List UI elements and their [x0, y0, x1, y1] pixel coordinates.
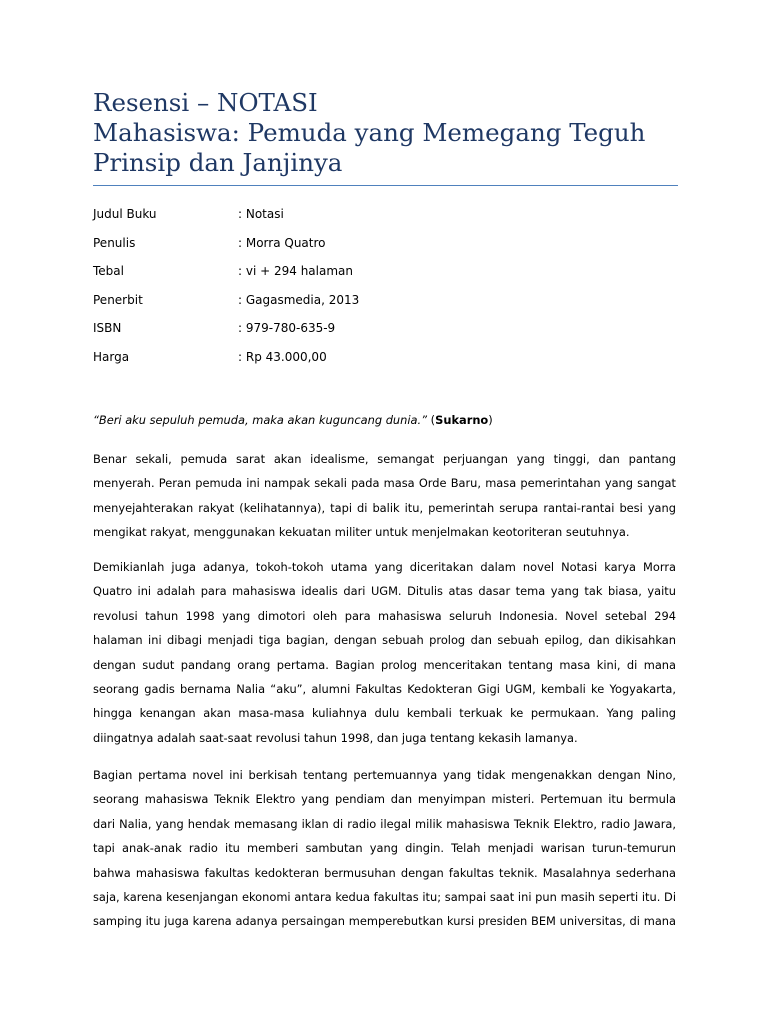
- opening-quote: [93, 411, 676, 429]
- paragraph-line: Benar sekali, pemuda sarat akan idealisme, semangat perjuangan yang tinggi, dan pantang: [93, 452, 676, 466]
- book-info-label: Harga: [93, 349, 130, 364]
- book-info-table: [93, 206, 593, 378]
- paragraph-line: seorang mahasiswa Teknik Elektro yang pendiam dan menyimpan misteri. Pertemuan itu bermula: [93, 792, 676, 807]
- document-title: [93, 88, 683, 178]
- paragraph-line: Quatro ini adalah para mahasiswa idealis dari UGM. Ditulis atas dasar tema yang tak biasa, yaitu: [93, 584, 676, 599]
- book-info-value: : 979-780-635-9: [238, 321, 336, 336]
- book-info-label: Penerbit: [93, 292, 143, 307]
- paragraph-line: tapi anak-anak radio itu memberi sambutan yang dingin. Telah menjadi warisan turun-temurun: [93, 841, 676, 856]
- paragraph-line: diingatnya adalah saat-saat revolusi tahun 1998, dan juga tentang kekasih lamanya.: [93, 730, 578, 745]
- paragraph-line: bahwa mahasiswa fakultas kedokteran bermusuhan dengan fakultas teknik. Masalahnya sederhana: [93, 865, 676, 880]
- paragraph-line: mengikat rakyat, menggunakan kekuatan militer untuk menjelmakan keotoriteran seutuhnya.: [93, 525, 630, 540]
- book-info-label: Judul Buku: [93, 207, 157, 221]
- book-info-label: Penulis: [93, 235, 136, 250]
- quote-close-paren: ): [488, 413, 493, 427]
- paragraph-line: menyejahterakan rakyat (kelihatannya), tapi di balik itu, pemerintah serupa rantai-rantai besi yang: [93, 500, 676, 515]
- book-info-row: [93, 292, 593, 321]
- book-info-row: [93, 235, 593, 264]
- book-info-value: : vi + 294 halaman: [238, 264, 353, 279]
- paragraph-line: hingga kenangan akan masa-masa kuliahnya dulu kembali terkuak ke permukaan. Yang paling: [93, 706, 676, 721]
- title-line-2: Mahasiswa: Pemuda yang Memegang Teguh: [93, 118, 646, 147]
- book-info-row: [93, 349, 593, 378]
- book-info-label: ISBN: [93, 321, 122, 336]
- paragraph-line: dengan sudut pandang orang pertama. Bagian prolog menceritakan tentang masa kini, di mana: [93, 657, 676, 672]
- paragraph-3: [93, 763, 676, 934]
- book-info-value: : Gagasmedia, 2013: [238, 292, 360, 307]
- paragraph-1: [93, 447, 676, 545]
- paragraph-line: menyerah. Peran pemuda ini nampak sekali pada masa Orde Baru, masa pemerintahan yang sangat: [93, 476, 676, 491]
- paragraph-line: samping itu juga karena adanya persaingan memperebutkan kursi presiden BEM universitas, di mana: [93, 914, 676, 929]
- book-info-row: [93, 263, 593, 292]
- title-line-1: Resensi – NOTASI: [93, 88, 318, 117]
- book-info-row: [93, 206, 593, 235]
- quote-text: “Beri aku sepuluh pemuda, maka akan kuguncang dunia.”: [93, 413, 428, 427]
- paragraph-line: Demikianlah juga adanya, tokoh-tokoh utama yang diceritakan dalam novel Notasi karya Morra: [93, 560, 676, 574]
- book-info-value: : Notasi: [238, 207, 284, 221]
- book-info-row: [93, 320, 593, 349]
- title-line-3: Prinsip dan Janjinya: [93, 148, 343, 177]
- paragraph-line: saja, karena kesenjangan ekonomi antara kedua fakultas itu; sampai saat ini pun masih seperti itu. Di: [93, 889, 676, 904]
- paragraph-line: seorang gadis bernama Nalia “aku”, alumni Fakultas Kedokteran Gigi UGM, kembali ke Yogyakarta,: [93, 681, 676, 696]
- quote-open-paren: (: [427, 413, 436, 427]
- book-info-label: Tebal: [93, 264, 124, 279]
- quote-author: Sukarno: [435, 413, 489, 427]
- book-info-value: : Morra Quatro: [238, 235, 326, 250]
- paragraph-line: revolusi tahun 1998 yang dimotori oleh para mahasiswa seluruh Indonesia. Novel setebal 294: [93, 608, 676, 623]
- title-divider: [93, 185, 678, 186]
- paragraph-line: Bagian pertama novel ini berkisah tentang pertemuannya yang tidak mengenakkan dengan Nino,: [93, 768, 676, 782]
- paragraph-line: dari Nalia, yang hendak memasang iklan di radio ilegal milik mahasiswa Teknik Elektro, radio Jawara,: [93, 816, 676, 831]
- book-info-value: : Rp 43.000,00: [238, 349, 327, 364]
- paragraph-line: halaman ini dibagi menjadi tiga bagian, dengan sebuah prolog dan sebuah epilog, dan dikisahkan: [93, 633, 676, 648]
- paragraph-2: [93, 555, 676, 750]
